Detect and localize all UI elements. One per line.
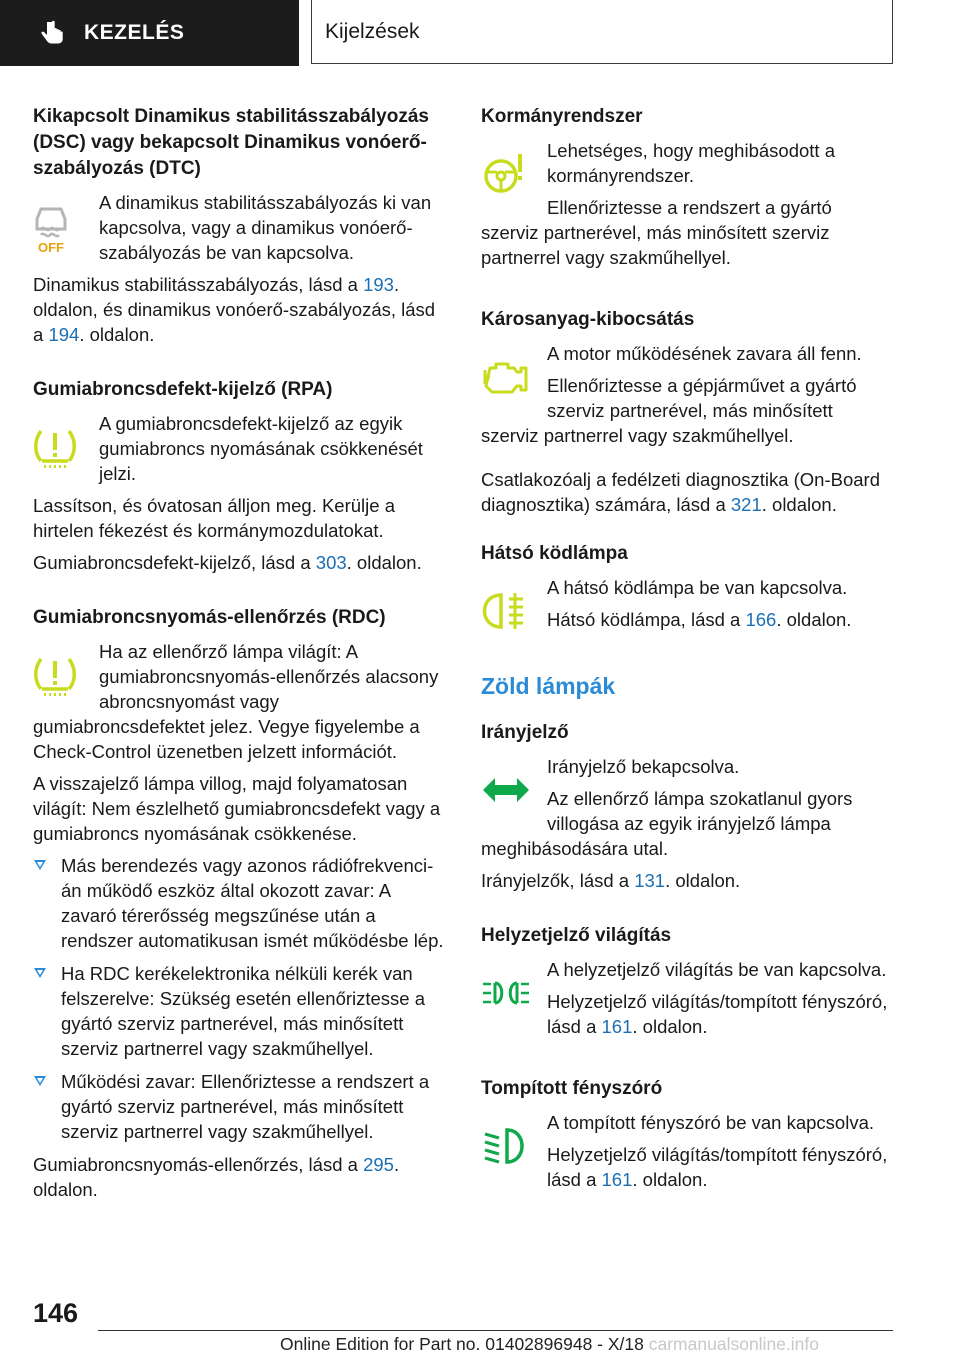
page-number: 146 bbox=[33, 1298, 79, 1328]
bullet-triangle-icon bbox=[34, 968, 46, 978]
turn-block bbox=[481, 754, 893, 868]
rdc-bullets bbox=[33, 853, 445, 1144]
rdc-flash: A visszajelző lámpa villog, majd folyamatosan világít: Nem észlelhető gumiabroncsdefekt vagy a gumiabroncs nyomásának csökkenése. bbox=[33, 773, 441, 844]
emission-ref: Csatlakozóalj a fedélzeti diagnosztika (On-Board diagnosztika) számára, lásd a 321. oldalon. bbox=[481, 469, 880, 515]
turn-heading: Irányjelző bbox=[481, 722, 569, 743]
list-item: Ha RDC kerékelektronika nélküli kerék van felszerelve: Szükség esetén ellenőriztesse a gyártó szerviz partnerével, más minősített szerviz partnerrel vagy szakműhellyel. bbox=[33, 961, 445, 1061]
page-link[interactable]: 161 bbox=[601, 1169, 633, 1190]
emission-block bbox=[481, 341, 893, 455]
steering-block bbox=[481, 138, 893, 277]
parking-heading: Helyzetjelző világítás bbox=[481, 925, 672, 946]
rpa-advice: Lassítson, és óvatosan álljon meg. Kerülje a hirtelen fékezést és kormánymozdulatokat. bbox=[33, 495, 395, 541]
fog-desc: A hátsó ködlámpa be van kapcsolva. bbox=[547, 577, 848, 598]
emission-heading: Károsanyag-kibocsátás bbox=[481, 309, 695, 330]
rpa-block bbox=[33, 411, 445, 493]
parking-desc: A helyzetjelző világítás be van kapcsolva. bbox=[547, 959, 887, 980]
parking-light-icon bbox=[481, 957, 547, 1029]
list-item: Más berendezés vagy azonos rádiófrekvencián működő eszköz által okozott zavar: A zavaró térerősség megszűnése után a rendszer automatikusan ismét működésbe lép. bbox=[33, 853, 445, 953]
chapter-box bbox=[311, 0, 893, 64]
fog-block bbox=[481, 575, 893, 647]
rdc-block bbox=[33, 639, 445, 771]
tire-warning-icon bbox=[33, 411, 99, 483]
fog-heading: Hátsó ködlámpa bbox=[481, 543, 628, 564]
emission-advice: Ellenőriztesse a gépjárművet a gyártó szerviz partnerével, más minősített szerviz partnerrel vagy szakműhellyel. bbox=[481, 375, 857, 446]
page-link[interactable]: 166 bbox=[745, 609, 777, 630]
steering-heading: Kormányrendszer bbox=[481, 106, 643, 127]
lowbeam-heading: Tompított fényszóró bbox=[481, 1078, 663, 1099]
hand-pointer-icon bbox=[38, 18, 68, 48]
fog-ref: Hátsó ködlámpa, lásd a 166. oldalon. bbox=[547, 609, 852, 630]
rdc-ref: Gumiabroncsnyomás-ellenőrzés, lásd a 295. oldalon. bbox=[33, 1154, 400, 1200]
off-label: OFF bbox=[38, 240, 64, 255]
parking-block bbox=[481, 957, 893, 1046]
bullet-triangle-icon bbox=[34, 1076, 46, 1086]
dsc-desc: A dinamikus stabilitásszabályozás ki van kapcsolva, vagy a dinamikus vonóerő-szabályozás be van kapcsolva. bbox=[99, 192, 432, 263]
rpa-heading: Gumiabroncsdefekt-kijelző (RPA) bbox=[33, 379, 333, 400]
rpa-ref: Gumiabroncsdefekt-kijelző, lásd a 303. oldalon. bbox=[33, 552, 422, 573]
lowbeam-ref: Helyzetjelző világítás/tompított fényszóró, lásd a 161. oldalon. bbox=[547, 1144, 888, 1190]
left-column bbox=[33, 104, 445, 1209]
turn-advice: Az ellenőrző lámpa szokatlanul gyors villogása az egyik irányjelző lámpa meghibásodására utal. bbox=[481, 788, 853, 859]
page-link[interactable]: 295 bbox=[363, 1154, 394, 1175]
section-title: KEZELÉS bbox=[84, 21, 185, 44]
section-tab bbox=[0, 0, 299, 66]
right-column bbox=[481, 104, 893, 1199]
list-item: Működési zavar: Ellenőriztesse a rendszert a gyártó szerviz partnerével, más minősített szerviz partnerrel vagy szakműhellyel. bbox=[33, 1069, 445, 1144]
chapter-title: Kijelzések bbox=[325, 19, 420, 43]
turn-ref: Irányjelzők, lásd a 131. oldalon. bbox=[481, 870, 741, 891]
tire-pressure-icon bbox=[33, 639, 99, 711]
steering-desc: Lehetséges, hogy meghibásodott a kormányrendszer. bbox=[547, 140, 835, 186]
edition-label: Online Edition for Part no. 01402896948 - X/18 bbox=[280, 1334, 644, 1354]
page-link[interactable]: 131 bbox=[634, 870, 666, 891]
green-lights-heading: Zöld lámpák bbox=[481, 673, 616, 699]
rear-fog-icon bbox=[481, 575, 547, 647]
dsc-off-icon bbox=[33, 190, 99, 270]
low-beam-icon bbox=[481, 1110, 547, 1182]
lowbeam-desc: A tompított fényszóró be van kapcsolva. bbox=[547, 1112, 875, 1133]
parking-ref: Helyzetjelző világítás/tompított fényszóró, lásd a 161. oldalon. bbox=[547, 991, 888, 1037]
bullet-triangle-icon bbox=[34, 860, 46, 870]
dsc-ref: Dinamikus stabilitásszabályozás, lásd a 193. oldalon, és dinamikus vonóerő-szabályozás, lásd a 194. oldalon. bbox=[33, 274, 436, 345]
page-link[interactable]: 193 bbox=[363, 274, 394, 295]
dsc-block bbox=[33, 190, 445, 272]
rdc-heading: Gumiabroncsnyomás-ellenőrzés (RDC) bbox=[33, 607, 386, 628]
steering-advice: Ellenőriztesse a rendszert a gyártó szerviz partnerével, más minősített szerviz partnerrel vagy szakműhellyel. bbox=[481, 197, 832, 268]
engine-icon bbox=[481, 341, 547, 413]
lowbeam-block bbox=[481, 1110, 893, 1199]
page-link[interactable]: 303 bbox=[315, 552, 347, 573]
page-link[interactable]: 161 bbox=[601, 1016, 633, 1037]
footer-divider bbox=[98, 1330, 893, 1331]
watermark: carmanualsonline.info bbox=[648, 1334, 819, 1354]
page-link[interactable]: 321 bbox=[730, 494, 762, 515]
footer-text bbox=[280, 1334, 819, 1355]
turn-signal-icon bbox=[481, 754, 547, 826]
page-link[interactable]: 194 bbox=[48, 324, 80, 345]
emission-desc: A motor működésének zavara áll fenn. bbox=[547, 343, 862, 364]
turn-desc: Irányjelző bekapcsolva. bbox=[547, 756, 740, 777]
steering-warning-icon bbox=[481, 138, 547, 210]
rpa-desc: A gumiabroncsdefekt-kijelző az egyik gumiabroncs nyomásának csökkenését jelzi. bbox=[99, 413, 423, 484]
rdc-desc: Ha az ellenőrző lámpa világít: A gumiabroncsnyomás-ellenőrzés alacsony abroncsnyomást vagy gumiabroncsdefektet jelez. Vegye figyelembe a Check-Control üzenetben jelzett információt. bbox=[33, 641, 439, 762]
dsc-heading: Kikapcsolt Dinamikus stabilitásszabályozás (DSC) vagy bekapcsolt Dinamikus vonóerő-szabályozás (DTC) bbox=[33, 106, 429, 179]
